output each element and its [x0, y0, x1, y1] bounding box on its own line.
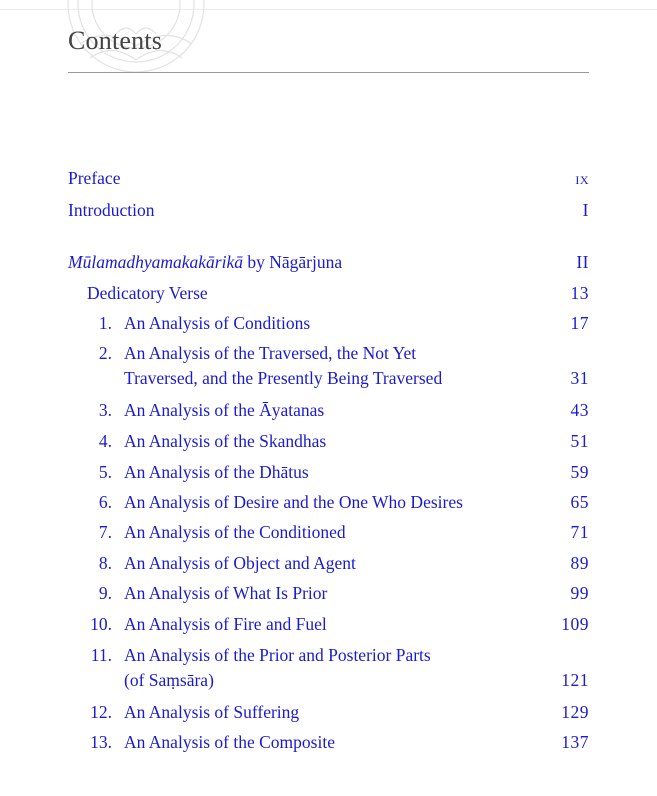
chapter-number: 11.: [90, 645, 112, 665]
toc-entry-chapter-10[interactable]: [88, 614, 589, 636]
chapter-number: 7.: [98, 522, 112, 542]
chapter-number: 2.: [98, 343, 112, 363]
toc-entry-label: Preface: [68, 168, 121, 188]
toc-entry-page: 43: [570, 400, 589, 420]
toc-entry-chapter-4[interactable]: [88, 431, 589, 453]
toc-entry-work-title[interactable]: [68, 252, 589, 274]
toc-entry-page: 137: [561, 732, 589, 752]
toc-entry-label: [68, 252, 342, 273]
toc-entry-chapter-12[interactable]: [88, 702, 589, 724]
toc-entry-label-line-1: An Analysis of the Traversed, the Not Yet: [124, 343, 417, 363]
chapter-number: 13.: [90, 732, 112, 752]
toc-entry-label: An Analysis of Fire and Fuel: [124, 614, 327, 634]
toc-entry-page: 71: [570, 522, 589, 542]
toc-entry-page: 89: [570, 553, 589, 573]
toc-entry-label: Dedicatory Verse: [87, 283, 208, 303]
toc-entry-page: 17: [570, 313, 589, 333]
toc-entry-label-line-1: An Analysis of the Prior and Posterior Parts: [124, 645, 431, 665]
toc-entry-label: An Analysis of Conditions: [124, 313, 311, 333]
toc-entry-page: 59: [570, 462, 589, 482]
work-title-italic: Mūlamadhyamakakārikā: [68, 252, 243, 272]
toc-entry-label: An Analysis of Suffering: [124, 702, 300, 722]
toc-entry-page: 109: [561, 614, 589, 634]
toc-entry-chapter-5[interactable]: [88, 462, 589, 484]
title-divider: [68, 72, 589, 73]
chapter-number: 1.: [98, 313, 112, 333]
toc-entry-page: II: [576, 252, 589, 272]
toc-entry-chapter-11[interactable]: [88, 645, 589, 693]
toc-entry-page: 65: [570, 492, 589, 512]
toc-entry-chapter-2[interactable]: [88, 343, 589, 391]
toc-entry-label: An Analysis of the Dhātus: [124, 462, 309, 482]
toc-entry-label: An Analysis of the Āyatanas: [124, 400, 325, 420]
toc-entry-label: An Analysis of Desire and the One Who Desires: [124, 492, 463, 512]
toc-entry-page: 129: [561, 702, 589, 722]
toc-entry-chapter-7[interactable]: [88, 522, 589, 544]
toc-entry-label: An Analysis of the Composite: [124, 732, 335, 752]
toc-entry-introduction[interactable]: [68, 200, 589, 222]
toc-entry-chapter-3[interactable]: [88, 400, 589, 422]
toc-entry-page: 121: [561, 670, 589, 690]
toc-entry-dedicatory-verse[interactable]: [87, 283, 589, 305]
toc-entry-page: ix: [575, 168, 589, 188]
toc-entry-chapter-13[interactable]: [88, 732, 589, 754]
toc-entry-preface[interactable]: [68, 168, 589, 190]
chapter-number: 5.: [98, 462, 112, 482]
toc-entry-label-line-2: Traversed, and the Presently Being Traversed: [124, 368, 443, 388]
toc-entry-page: I: [582, 200, 589, 220]
chapter-number: 8.: [98, 553, 112, 573]
chapter-number: 6.: [98, 492, 112, 512]
toc-entry-page: 99: [570, 583, 589, 603]
toc-entry-page: 13: [570, 283, 589, 303]
toc-entry-chapter-9[interactable]: [88, 583, 589, 605]
toc-entry-label: An Analysis of What Is Prior: [124, 583, 328, 603]
work-title-author: by Nāgārjuna: [242, 252, 343, 272]
toc-entry-chapter-6[interactable]: [88, 492, 589, 514]
toc-entry-label: Introduction: [68, 200, 155, 220]
chapter-number: 9.: [98, 583, 112, 603]
chapter-number: 4.: [98, 431, 112, 451]
chapter-number: 3.: [98, 400, 112, 420]
toc-entry-label: An Analysis of Object and Agent: [124, 553, 356, 573]
toc-entry-label: An Analysis of the Skandhas: [124, 431, 327, 451]
page-title: Contents: [68, 26, 163, 55]
toc-entry-label: An Analysis of the Conditioned: [124, 522, 346, 542]
chapter-number: 10.: [90, 614, 112, 634]
toc-entry-page: 51: [570, 431, 589, 451]
toc-entry-label-line-2: (of Saṃsāra): [124, 670, 214, 690]
chapter-number: 12.: [90, 702, 112, 722]
toc-entry-page: 31: [570, 368, 589, 388]
toc-entry-chapter-8[interactable]: [88, 553, 589, 575]
toc-entry-chapter-1[interactable]: [88, 313, 589, 335]
